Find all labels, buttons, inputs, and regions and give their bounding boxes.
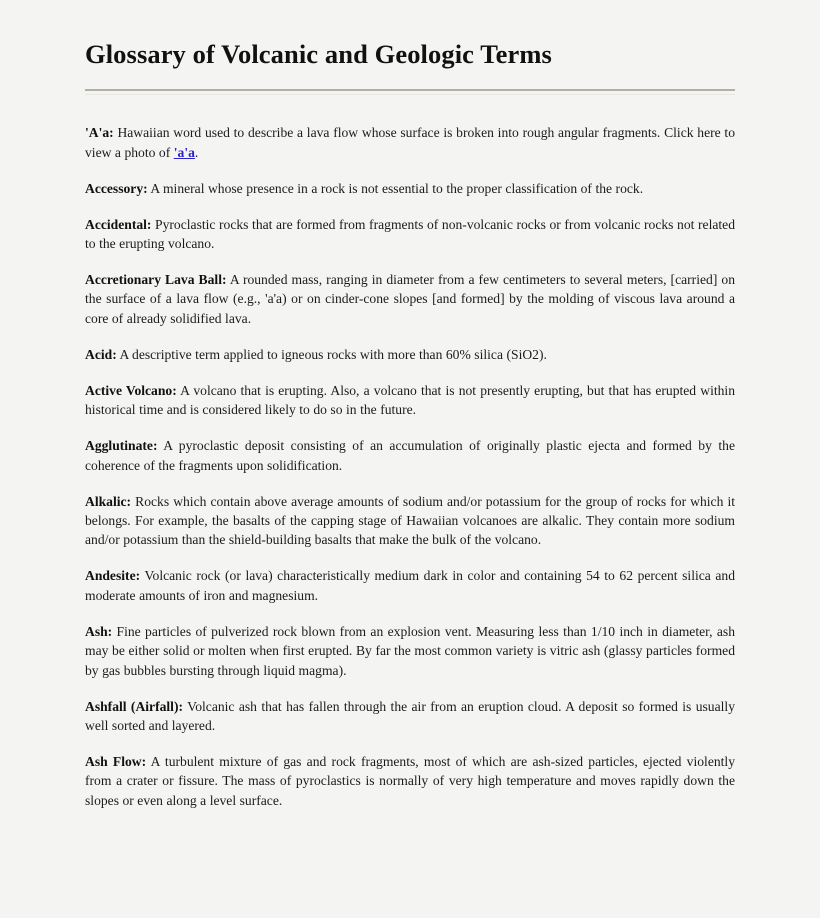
glossary-entry <box>85 492 735 550</box>
glossary-entry <box>85 566 735 605</box>
glossary-term: Ashfall (Airfall): <box>85 698 184 714</box>
glossary-definition: A descriptive term applied to igneous rocks with more than 60% silica (SiO2). <box>116 346 547 362</box>
glossary-definition-part: Hawaiian word used to describe a lava flow whose surface is broken into rough angular fragments. Click here to view a photo of <box>85 125 735 160</box>
glossary-entry <box>85 215 735 254</box>
glossary-term: Alkalic: <box>85 493 132 509</box>
glossary-definition: A mineral whose presence in a rock is not essential to the proper classification of the rock. <box>147 180 644 196</box>
glossary-term: Agglutinate: <box>85 438 158 454</box>
glossary-term: Acid: <box>85 346 117 362</box>
glossary-definition: Pyroclastic rocks that are formed from fragments of non-volcanic rocks or from volcanic rocks not related to the erupting volcano. <box>85 216 735 252</box>
glossary-definition: A turbulent mixture of gas and rock fragments, most of which are ash-sized particles, ejected violently from a crater or fissure. The mass of pyroclastics is normally of very high temperature and moves rapidly down the slopes or even along a level surface. <box>85 753 736 808</box>
page-title: Glossary of Volcanic and Geologic Terms <box>85 39 552 69</box>
glossary-term: Accidental: <box>85 216 152 232</box>
glossary-entry <box>85 381 735 420</box>
aa-photo-link[interactable]: 'a'a <box>173 144 195 160</box>
glossary-definition: Fine particles of pulverized rock blown from an explosion vent. Measuring less than 1/10 inch in diameter, ash may be either solid or molten when first erupted. By far the most common variety is vitric ash (glassy particles formed by gas bubbles bursting through liquid magma). <box>85 623 735 678</box>
glossary-entry <box>85 270 735 328</box>
document-content <box>85 0 735 810</box>
glossary-entry <box>85 123 735 162</box>
glossary-term: Ash Flow: <box>85 753 147 769</box>
glossary-definition: Rocks which contain above average amounts of sodium and/or potassium for the group of rocks for which it belongs. For example, the basalts of the capping stage of Hawaiian volcanoes are alkalic. They contain more sodium and/or potassium than the shield-building basalts that make the bulk of the volcano. <box>85 493 735 548</box>
glossary-entry <box>85 622 735 680</box>
title-divider <box>85 89 735 95</box>
glossary-term: Ash: <box>85 623 113 639</box>
glossary-entry <box>85 179 735 198</box>
glossary-definition: Volcanic rock (or lava) characteristically medium dark in color and containing 54 to 62 percent silica and moderate amounts of iron and magnesium. <box>85 568 735 603</box>
glossary-entry <box>85 436 735 475</box>
glossary-entry-list <box>85 123 735 810</box>
glossary-definition: Volcanic ash that has fallen through the air from an eruption cloud. A deposit so formed is usually well sorted and layered. <box>85 698 735 733</box>
glossary-definition: A rounded mass, ranging in diameter from a few centimeters to several meters, [carried] on the surface of a lava flow (e.g., 'a'a) or on cinder-cone slopes [and formed] by the molding of viscous lava around a core of already solidified lava. <box>85 272 735 326</box>
glossary-definition: A pyroclastic deposit consisting of an accumulation of originally plastic ejecta and formed by the coherence of the fragments upon solidification. <box>85 438 735 473</box>
glossary-definition-part: . <box>194 144 199 160</box>
glossary-entry <box>85 752 735 810</box>
glossary-entry <box>85 697 735 736</box>
glossary-term: Active Volcano: <box>85 382 177 398</box>
glossary-term: Accretionary Lava Ball: <box>85 272 227 288</box>
glossary-definition: A volcano that is erupting. Also, a volcano that is not presently erupting, but that has erupted within historical time and is considered likely to do so in the future. <box>85 382 735 418</box>
glossary-term: 'A'a: <box>85 125 114 141</box>
glossary-term: Accessory: <box>85 180 148 196</box>
glossary-entry <box>85 345 735 364</box>
glossary-term: Andesite: <box>85 568 141 584</box>
